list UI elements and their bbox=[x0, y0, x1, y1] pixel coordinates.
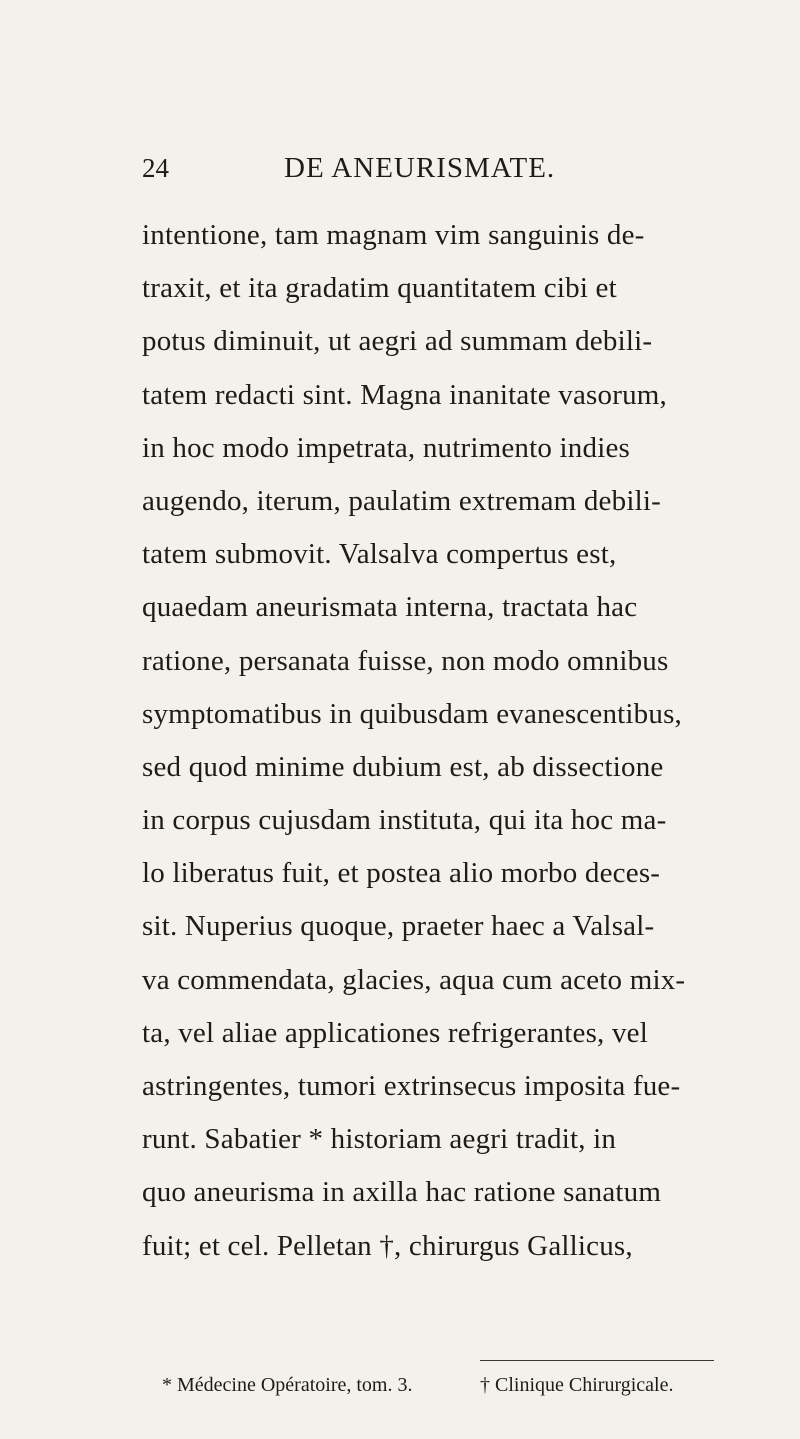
page-number: 24 bbox=[142, 153, 169, 183]
text-line: va commendata, glacies, aqua cum aceto mix- bbox=[142, 963, 686, 996]
text-line: tatem redacti sint. Magna inanitate vasorum, bbox=[142, 378, 667, 411]
footnote-medecine-operatoire: * Médecine Opératoire, tom. 3. bbox=[162, 1374, 413, 1396]
body-text bbox=[142, 209, 742, 1273]
footnote-divider bbox=[480, 1360, 714, 1361]
text-line: in hoc modo impetrata, nutrimento indies bbox=[142, 431, 631, 464]
text-line: in corpus cujusdam instituta, qui ita hoc ma- bbox=[142, 804, 667, 837]
text-line: potus diminuit, ut aegri ad summam debili- bbox=[142, 325, 653, 358]
text-line: traxit, et ita gradatim quantitatem cibi et bbox=[142, 272, 617, 305]
text-line: sed quod minime dubium est, ab dissectione bbox=[142, 750, 664, 783]
footnote-clinique-chirurgicale: † Clinique Chirurgicale. bbox=[480, 1374, 674, 1396]
page-header bbox=[142, 148, 702, 188]
text-line: lo liberatus fuit, et postea alio morbo deces- bbox=[142, 857, 661, 890]
text-line: quaedam aneurismata interna, tractata hac bbox=[142, 591, 638, 624]
text-line: ta, vel aliae applicationes refrigerantes, vel bbox=[142, 1016, 648, 1049]
text-line: augendo, iterum, paulatim extremam debili- bbox=[142, 484, 661, 517]
text-line: ratione, persanata fuisse, non modo omnibus bbox=[142, 644, 669, 677]
text-line: astringentes, tumori extrinsecus imposita fue- bbox=[142, 1070, 681, 1102]
text-line: tatem submovit. Valsalva compertus est, bbox=[142, 538, 617, 571]
text-line: quo aneurisma in axilla hac ratione sanatum bbox=[142, 1176, 662, 1209]
running-head: DE ANEURISMATE. bbox=[284, 152, 556, 184]
text-line: symptomatibus in quibusdam evanescentibus, bbox=[142, 697, 683, 730]
text-line: runt. Sabatier * historiam aegri tradit, in bbox=[142, 1123, 617, 1156]
text-line: sit. Nuperius quoque, praeter haec a Valsal- bbox=[142, 910, 655, 943]
text-line: intentione, tam magnam vim sanguinis de- bbox=[142, 219, 645, 251]
text-line: fuit; et cel. Pelletan †, chirurgus Gallicus, bbox=[142, 1229, 633, 1262]
